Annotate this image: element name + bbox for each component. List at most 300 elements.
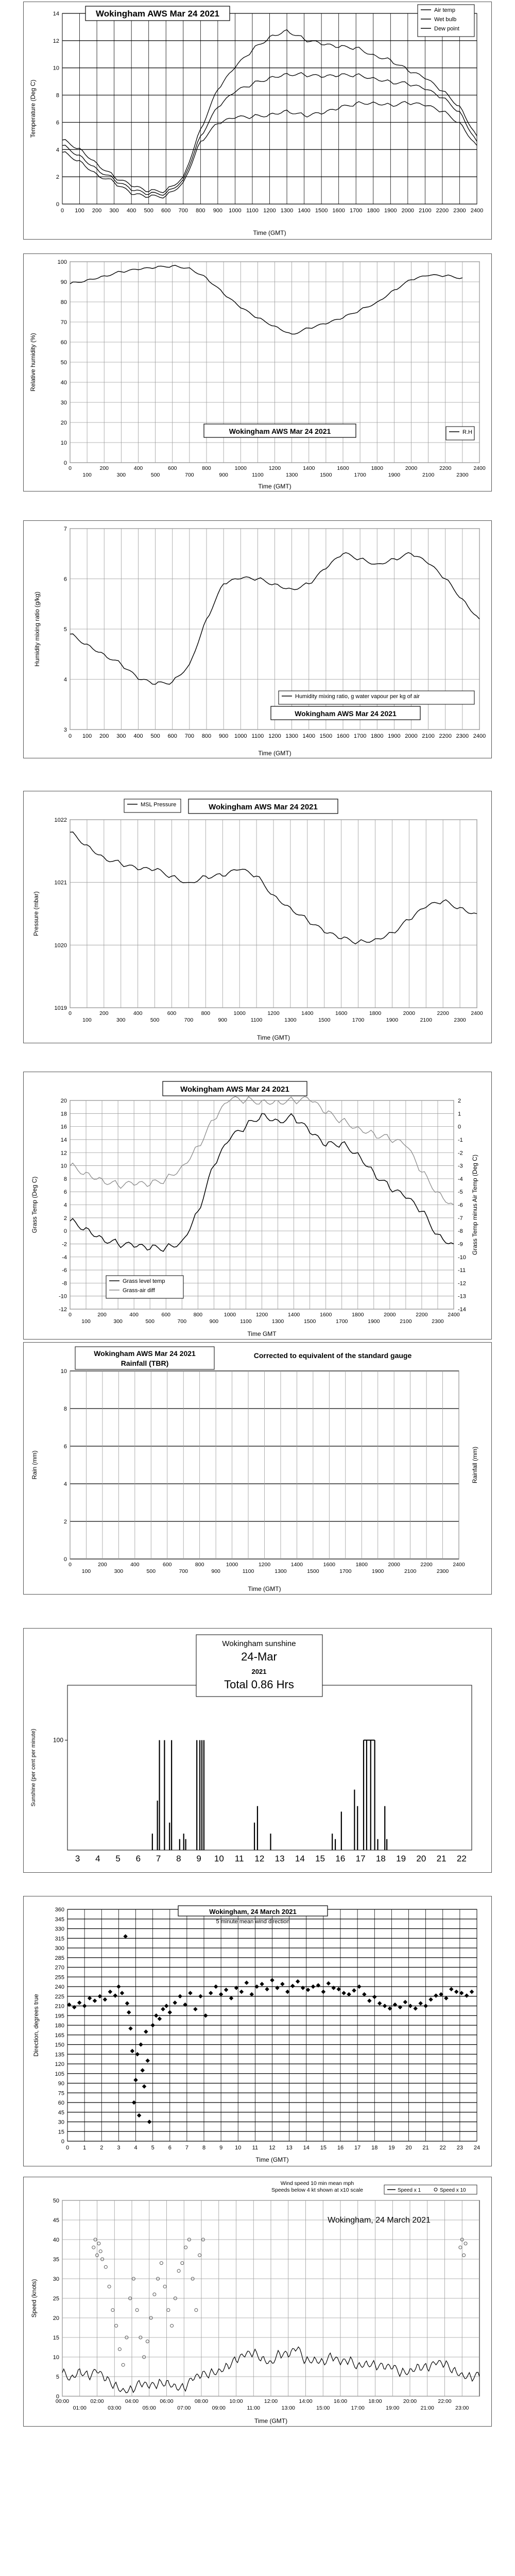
y-tick-label: 0 (61, 2139, 64, 2145)
x-tick-label: 2100 (422, 472, 435, 478)
y-right-tick-label: -11 (458, 1267, 466, 1274)
y-tick-label: 75 (58, 2090, 64, 2097)
x-tick-label: 200 (98, 1562, 107, 1568)
y-tick-label: 10 (53, 2354, 59, 2361)
rainfall-chart-panel (23, 1342, 492, 1595)
x-tick-label: 4 (134, 2145, 138, 2151)
x-tick-label: 3 (75, 1854, 80, 1863)
y-tick-label: 10 (60, 1163, 67, 1170)
x-tick-label: 22 (456, 1854, 467, 1863)
x-tick-label: 13:00 (281, 2405, 295, 2411)
x-tick-label: 700 (179, 1568, 188, 1574)
y-tick-label: 40 (53, 2237, 59, 2243)
x-tick-label: 1800 (367, 208, 380, 214)
x-tick-label: 2100 (420, 1017, 432, 1023)
legend-label: Grass-air diff (123, 1287, 155, 1294)
x-tick-label: 1600 (335, 1010, 348, 1016)
x-tick-label: 600 (161, 208, 171, 214)
y-tick-label: 20 (60, 420, 67, 426)
y-axis-label: Pressure (mbar) (32, 891, 40, 936)
x-tick-label: 8 (202, 2145, 206, 2151)
x-axis-label: Time (GMT) (258, 750, 291, 757)
y-tick-label: 360 (55, 1907, 64, 1913)
chart-title: Wokingham AWS Mar 24 2021 (295, 709, 397, 718)
y-tick-label: 315 (55, 1936, 64, 1942)
y-tick-label: 5 (63, 626, 67, 633)
y-tick-label: 12 (60, 1150, 67, 1157)
total-sunshine-label: Total 0.86 Hrs (224, 1678, 294, 1691)
x-tick-label: 600 (167, 1010, 177, 1016)
x-tick-label: 12 (254, 1854, 265, 1863)
y-tick-label: 7 (63, 526, 67, 532)
y-tick-label: 135 (55, 2052, 64, 2058)
y-tick-label: 225 (55, 1993, 64, 2000)
x-tick-label: 400 (133, 465, 143, 471)
y-tick-label: 30 (60, 400, 67, 406)
x-tick-label: 800 (202, 465, 211, 471)
x-tick-label: 14 (303, 2145, 310, 2151)
chart-note: Speeds below 4 kt shown at x10 scale (271, 2187, 364, 2193)
y-tick-label: 70 (60, 319, 67, 326)
y-tick-label: 255 (55, 1974, 64, 1981)
x-tick-label: 1700 (354, 472, 366, 478)
grass-temp-chart-panel (23, 1072, 492, 1340)
x-tick-label: 1800 (371, 465, 383, 471)
x-tick-label: 500 (150, 1017, 160, 1023)
grass-temp-chart (24, 1072, 492, 1340)
x-tick-label: 2300 (432, 1318, 444, 1325)
y-tick-label: 30 (53, 2276, 59, 2282)
y-right-tick-label: -9 (458, 1241, 463, 1248)
y-tick-label: 270 (55, 1964, 64, 1971)
y-tick-label: 0 (63, 1556, 67, 1563)
x-tick-label: 10:00 (229, 2398, 243, 2404)
y-tick-label: 18 (60, 1111, 67, 1117)
x-tick-label: 600 (162, 1562, 172, 1568)
x-tick-label: 20 (405, 2145, 412, 2151)
y-tick-label: 6 (56, 120, 59, 126)
x-axis-label: Time GMT (247, 1330, 277, 1337)
x-tick-label: 2000 (401, 208, 415, 214)
legend-label: Speed x 10 (440, 2188, 466, 2193)
x-tick-label: 400 (133, 733, 143, 739)
y-tick-label: 80 (60, 299, 67, 306)
x-tick-label: 700 (184, 733, 195, 739)
y-tick-label: 60 (58, 2100, 64, 2106)
y-right-tick-label: -5 (458, 1189, 463, 1196)
x-tick-label: 20:00 (403, 2398, 417, 2404)
x-tick-label: 2300 (456, 733, 469, 739)
y-right-tick-label: -13 (458, 1293, 466, 1300)
wind-direction-chart-panel (23, 1896, 492, 2166)
x-tick-label: 4 (95, 1854, 100, 1863)
x-tick-label: 1500 (318, 1017, 331, 1023)
x-tick-label: 16 (337, 2145, 344, 2151)
x-tick-label: 200 (99, 465, 109, 471)
humidity-chart (24, 254, 492, 492)
sunshine-chart-panel (23, 1628, 492, 1873)
x-tick-label: 1000 (234, 733, 247, 739)
y-tick-label: 60 (60, 340, 67, 346)
legend-label: Humidity mixing ratio, g water vapour per kg of air (295, 693, 420, 700)
x-tick-label: 900 (213, 208, 223, 214)
y-tick-label: -4 (62, 1254, 67, 1261)
x-tick-label: 03:00 (108, 2405, 122, 2411)
x-tick-label: 500 (144, 208, 153, 214)
x-tick-label: 22:00 (438, 2398, 452, 2404)
x-tick-label: 15:00 (316, 2405, 330, 2411)
y-tick-label: 180 (55, 2023, 64, 2029)
x-tick-label: 1900 (386, 1017, 399, 1023)
x-tick-label: 1000 (224, 1312, 236, 1318)
x-tick-label: 12:00 (264, 2398, 278, 2404)
y-tick-label: 14 (60, 1137, 67, 1143)
x-tick-label: 5 (151, 2145, 154, 2151)
x-tick-label: 1 (83, 2145, 87, 2151)
y-right-tick-label: -10 (458, 1254, 466, 1261)
x-tick-label: 800 (195, 1562, 204, 1568)
x-tick-label: 16:00 (333, 2398, 348, 2404)
x-tick-label: 2100 (404, 1568, 417, 1574)
y-axis-label: Grass Temp (Deg C) (31, 1176, 38, 1233)
x-tick-label: 7 (156, 1854, 161, 1863)
x-tick-label: 900 (219, 472, 228, 478)
x-tick-label: 9 (196, 1854, 201, 1863)
x-axis-label: Time (GMT) (256, 1034, 290, 1041)
rainfall-chart (24, 1343, 492, 1595)
x-tick-label: 6 (135, 1854, 141, 1863)
y-tick-label: 5 (56, 2374, 59, 2380)
x-tick-label: 14:00 (299, 2398, 313, 2404)
x-tick-label: 1200 (267, 1010, 280, 1016)
x-tick-label: 1100 (242, 1568, 254, 1574)
y-tick-label: 120 (55, 2061, 64, 2067)
y-tick-label: 40 (60, 380, 67, 386)
chart-note: Wind speed 10 min mean mph (280, 2180, 354, 2187)
x-tick-label: 1800 (371, 733, 384, 739)
y-tick-label: 4 (63, 1481, 67, 1487)
y-tick-label: 1019 (54, 1005, 67, 1011)
y-tick-label: 2 (63, 1519, 67, 1525)
y-tick-label: 15 (53, 2335, 59, 2341)
x-tick-label: 17 (354, 2145, 361, 2151)
y-tick-label: 10 (60, 440, 67, 446)
x-tick-label: 3 (117, 2145, 121, 2151)
legend-label: Speed x 1 (398, 2188, 421, 2193)
x-tick-label: 11 (252, 2145, 259, 2151)
x-tick-label: 900 (218, 733, 229, 739)
wind-speed-chart (24, 2177, 492, 2427)
x-tick-label: 400 (129, 1312, 139, 1318)
y-tick-label: 4 (63, 1202, 67, 1209)
x-tick-label: 2200 (437, 1010, 449, 1016)
x-tick-label: 1300 (280, 208, 294, 214)
x-tick-label: 500 (145, 1318, 154, 1325)
legend-label: Air temp (434, 7, 455, 13)
x-tick-label: 2000 (384, 1312, 396, 1318)
x-tick-label: 2200 (439, 465, 452, 471)
y-right-tick-label: 0 (458, 1124, 461, 1130)
y-tick-label: -10 (59, 1293, 67, 1300)
y-tick-label: 345 (55, 1916, 64, 1923)
x-axis-label: Time (GMT) (255, 2156, 289, 2163)
y-tick-label: 10 (53, 65, 59, 72)
x-tick-label: 800 (201, 733, 212, 739)
y-tick-label: 90 (58, 2080, 64, 2087)
x-tick-label: 0 (68, 1562, 72, 1568)
x-tick-label: 1400 (303, 465, 315, 471)
x-tick-label: 100 (82, 472, 92, 478)
x-tick-label: 1300 (285, 733, 298, 739)
x-tick-label: 2000 (403, 1010, 416, 1016)
x-tick-label: 600 (167, 733, 177, 739)
x-tick-label: 1100 (240, 1318, 252, 1325)
x-tick-label: 0 (68, 733, 72, 739)
x-tick-label: 6 (168, 2145, 171, 2151)
temperature-chart-panel (23, 2, 492, 240)
x-tick-label: 2300 (453, 208, 466, 214)
x-tick-label: 700 (185, 472, 194, 478)
y-tick-label: -6 (62, 1267, 67, 1274)
x-tick-label: 04:00 (125, 2398, 139, 2404)
pressure-chart-panel (23, 791, 492, 1043)
x-tick-label: 1000 (226, 1562, 238, 1568)
x-tick-label: 05:00 (142, 2405, 156, 2411)
x-tick-label: 1500 (307, 1568, 319, 1574)
x-tick-label: 1200 (268, 465, 281, 471)
y-tick-label: 35 (53, 2257, 59, 2263)
x-tick-label: 23 (456, 2145, 463, 2151)
x-tick-label: 2200 (436, 208, 449, 214)
x-tick-label: 1200 (263, 208, 276, 214)
x-tick-label: 13 (274, 1854, 285, 1863)
x-tick-label: 200 (97, 1312, 107, 1318)
plot-area (67, 1685, 472, 1850)
x-tick-label: 13 (286, 2145, 293, 2151)
y-tick-label: 45 (58, 2109, 64, 2116)
chart-title-year: 2021 (251, 1668, 267, 1675)
y-tick-label: 6 (63, 1189, 67, 1196)
pressure-chart (24, 791, 492, 1044)
x-tick-label: 1200 (255, 1312, 268, 1318)
x-tick-label: 1600 (319, 1312, 332, 1318)
x-tick-label: 2000 (405, 465, 418, 471)
y-tick-label: 3 (63, 727, 67, 733)
x-tick-label: 2300 (454, 1017, 466, 1023)
x-tick-label: 2300 (456, 472, 469, 478)
y-right-tick-label: -3 (458, 1163, 463, 1170)
y-tick-label: 2 (56, 174, 59, 181)
x-tick-label: 5 (115, 1854, 121, 1863)
x-axis-label: Time (GMT) (253, 229, 286, 236)
x-tick-label: 20 (416, 1854, 426, 1863)
y-tick-label: 12 (53, 38, 59, 44)
y-tick-label: 150 (55, 2042, 64, 2048)
x-tick-label: 18 (371, 2145, 378, 2151)
x-tick-label: 2400 (470, 208, 484, 214)
x-tick-label: 0 (68, 1312, 72, 1318)
y-tick-label: 0 (63, 460, 67, 466)
chart-title: Wokingham AWS Mar 24 2021 (96, 9, 219, 19)
chart-title: Wokingham AWS Mar 24 2021 (180, 1085, 289, 1094)
y-right-tick-label: -7 (458, 1215, 463, 1222)
x-tick-label: 300 (109, 208, 119, 214)
x-tick-label: 21:00 (420, 2405, 434, 2411)
y-tick-label: 4 (56, 147, 59, 154)
x-tick-label: 2100 (422, 733, 435, 739)
x-tick-label: 8 (176, 1854, 181, 1863)
x-tick-label: 06:00 (160, 2398, 174, 2404)
x-tick-label: 100 (81, 1568, 91, 1574)
x-tick-label: 1900 (384, 208, 397, 214)
x-tick-label: 900 (209, 1318, 219, 1325)
x-tick-label: 07:00 (177, 2405, 191, 2411)
x-tick-label: 0 (68, 1010, 72, 1016)
x-tick-label: 300 (114, 1568, 124, 1574)
x-tick-label: 300 (116, 733, 126, 739)
legend-label: Dew point (434, 26, 459, 32)
x-tick-label: 300 (113, 1318, 123, 1325)
y-right-axis-label: Rainfall (mm) (471, 1446, 478, 1484)
x-tick-label: 11:00 (247, 2405, 260, 2411)
y-tick-label: 30 (58, 2119, 64, 2126)
x-tick-label: 1600 (323, 1562, 336, 1568)
chart-subtitle: 5 minute mean wind direction (216, 1919, 290, 1925)
y-tick-label: 4 (63, 676, 67, 683)
y-axis-label: Direction, degrees true (32, 1994, 40, 2057)
x-tick-label: 1900 (388, 472, 401, 478)
y-tick-label: 8 (56, 92, 59, 99)
legend-label: Grass level temp (123, 1278, 165, 1284)
y-tick-label: 6 (63, 1444, 67, 1450)
x-tick-label: 1800 (352, 1312, 364, 1318)
y-tick-label: 8 (63, 1176, 67, 1182)
y-right-tick-label: -8 (458, 1228, 463, 1235)
x-tick-label: 1400 (301, 1010, 314, 1016)
x-tick-label: 2000 (405, 733, 418, 739)
temperature-chart (24, 2, 492, 240)
x-tick-label: 1500 (320, 472, 332, 478)
y-tick-label: 0 (63, 1228, 67, 1235)
x-tick-label: 11 (234, 1854, 244, 1863)
y-tick-label: 105 (55, 2071, 64, 2077)
x-tick-label: 100 (75, 208, 84, 214)
y-axis-label: Temperature (Deg C) (29, 79, 37, 138)
x-tick-label: 1300 (284, 1017, 297, 1023)
x-tick-label: 15 (320, 2145, 327, 2151)
x-tick-label: 00:00 (55, 2398, 70, 2404)
x-tick-label: 1600 (336, 733, 350, 739)
x-axis-label: Time (GMT) (254, 2417, 288, 2425)
x-tick-label: 1500 (315, 208, 328, 214)
x-tick-label: 2400 (473, 465, 486, 471)
x-tick-label: 1300 (285, 472, 298, 478)
y-tick-label: 0 (56, 201, 59, 208)
x-tick-label: 1800 (369, 1010, 382, 1016)
x-tick-label: 200 (92, 208, 102, 214)
y-tick-label: 100 (57, 259, 67, 265)
x-tick-label: 100 (81, 1318, 91, 1325)
x-tick-label: 1700 (339, 1568, 352, 1574)
y-tick-label: 90 (60, 279, 67, 285)
y-tick-label: 1021 (54, 879, 67, 886)
y-tick-label: 20 (60, 1098, 67, 1104)
x-tick-label: 1700 (349, 208, 363, 214)
x-tick-label: 1400 (290, 1562, 303, 1568)
y-tick-label: 195 (55, 2013, 64, 2020)
x-tick-label: 700 (177, 1318, 187, 1325)
x-tick-label: 24 (473, 2145, 480, 2151)
y-axis-label: Sunshine (per cent per minute) (30, 1728, 37, 1807)
x-tick-label: 800 (193, 1312, 203, 1318)
x-tick-label: 2300 (436, 1568, 449, 1574)
y-tick-label: 240 (55, 1984, 64, 1990)
y-tick-label: 45 (53, 2217, 59, 2224)
x-tick-label: 500 (150, 472, 160, 478)
x-tick-label: 2400 (473, 733, 486, 739)
x-tick-label: 1900 (388, 733, 401, 739)
chart-title: Wokingham AWS Mar 24 2021 (209, 803, 318, 811)
x-tick-label: 1700 (352, 1017, 365, 1023)
x-tick-label: 21 (422, 2145, 429, 2151)
x-tick-label: 1500 (303, 1318, 316, 1325)
x-tick-label: 10 (214, 1854, 224, 1863)
chart-note: Corrected to equivalent of the standard gauge (253, 1351, 412, 1360)
x-tick-label: 1100 (250, 1017, 263, 1023)
wind-direction-chart (24, 1896, 492, 2167)
chart-title: Wokingham sunshine (222, 1639, 296, 1648)
x-tick-label: 700 (184, 1017, 194, 1023)
x-tick-label: 18:00 (368, 2398, 382, 2404)
y-tick-label: 165 (55, 2032, 64, 2039)
x-tick-label: 1300 (274, 1568, 287, 1574)
y-right-tick-label: -1 (458, 1137, 463, 1143)
x-tick-label: 2400 (453, 1562, 465, 1568)
x-tick-label: 300 (116, 1017, 126, 1023)
x-tick-label: 2400 (471, 1010, 483, 1016)
x-tick-label: 2100 (419, 208, 432, 214)
y-right-axis-label: Grass Temp minus Air Temp (Deg C) (471, 1155, 478, 1255)
x-tick-label: 18 (375, 1854, 386, 1863)
y-right-tick-label: 1 (458, 1111, 461, 1117)
x-tick-label: 1200 (268, 733, 281, 739)
x-tick-label: 200 (99, 733, 109, 739)
y-axis-label: Speed (knots) (30, 2279, 38, 2318)
x-tick-label: 19:00 (386, 2405, 400, 2411)
x-tick-label: 400 (130, 1562, 140, 1568)
y-axis-label: Rain (mm) (31, 1450, 38, 1480)
legend-label: MSL Pressure (141, 802, 177, 808)
y-tick-label: -12 (59, 1307, 67, 1313)
y-tick-label: 6 (63, 576, 67, 583)
x-tick-label: 1500 (319, 733, 333, 739)
x-tick-label: 08:00 (194, 2398, 209, 2404)
x-tick-label: 1800 (355, 1562, 368, 1568)
x-tick-label: 1600 (337, 465, 349, 471)
legend-label: R.H (462, 429, 472, 435)
y-right-tick-label: -6 (458, 1202, 463, 1209)
y-tick-label: 50 (60, 360, 67, 366)
y-right-tick-label: 2 (458, 1098, 461, 1104)
y-tick-label: 285 (55, 1955, 64, 1961)
mixing-ratio-chart-panel (23, 520, 492, 758)
x-tick-label: 17:00 (351, 2405, 365, 2411)
x-tick-label: 1000 (234, 465, 247, 471)
x-tick-label: 1400 (287, 1312, 300, 1318)
x-tick-label: 500 (150, 733, 160, 739)
x-tick-label: 16 (335, 1854, 346, 1863)
x-tick-label: 900 (218, 1017, 228, 1023)
